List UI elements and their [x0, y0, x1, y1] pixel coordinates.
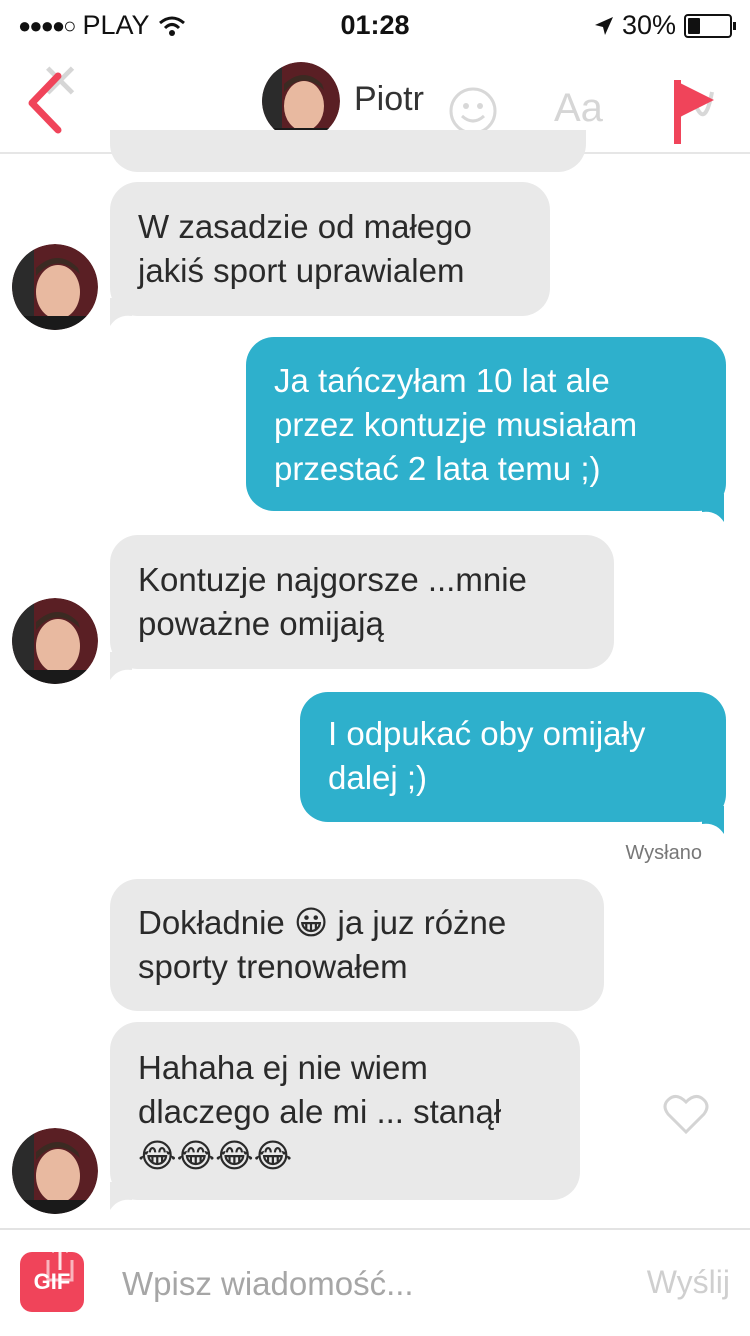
clock: 01:28	[340, 10, 410, 40]
message-text: W zasadzie od małego	[138, 208, 472, 245]
battery-percent: 30%	[621, 10, 676, 40]
message-bubble-incoming[interactable]	[110, 879, 604, 1011]
bubble-tail	[104, 652, 132, 680]
flag-icon[interactable]	[668, 74, 718, 148]
message-text: Ja tańczyłam 10 lat ale	[274, 362, 610, 399]
bubble-tail	[104, 1182, 132, 1210]
avatar[interactable]	[12, 1128, 98, 1214]
message-text: przez kontuzje musiałam	[274, 406, 638, 443]
message-text: sporty trenowałem	[138, 948, 408, 985]
bubble-tail	[104, 298, 132, 326]
message-text: 😂😂😂😂	[138, 1137, 293, 1174]
message-bubble-outgoing[interactable]	[246, 337, 726, 511]
signal-icon: ●●●●○	[18, 12, 75, 38]
avatar[interactable]	[12, 598, 98, 684]
message-bubble-outgoing[interactable]	[300, 692, 726, 822]
message-text: dalej ;)	[328, 759, 428, 796]
back-button[interactable]	[22, 68, 68, 138]
composer-bar	[0, 1228, 750, 1336]
message-bubble-partial	[110, 130, 586, 172]
carrier-label: PLAY	[82, 10, 150, 40]
avatar[interactable]	[262, 62, 340, 140]
smiley-icon	[448, 86, 498, 136]
close-icon: ✕	[40, 56, 81, 109]
bubble-tail	[702, 806, 730, 834]
avatar[interactable]	[12, 244, 98, 330]
location-arrow-icon	[594, 16, 614, 36]
message-text: przestać 2 lata temu ;)	[274, 450, 601, 487]
gif-button[interactable]: GIF	[20, 1252, 84, 1312]
match-name[interactable]: Piotr	[354, 80, 424, 118]
status-bar	[0, 0, 750, 50]
message-bubble-incoming[interactable]	[110, 535, 614, 669]
send-button[interactable]: Wyślij	[646, 1264, 730, 1300]
message-text: Dokładnie 😀 ja juz różne	[138, 904, 507, 941]
message-text: jakiś sport uprawialem	[138, 252, 465, 289]
share-icon	[44, 1240, 76, 1284]
message-text: Kontuzje najgorsze ...mnie	[138, 561, 527, 598]
message-text: dlaczego ale mi ... stanął	[138, 1093, 502, 1130]
text-style-icon: Aa	[554, 86, 603, 130]
message-text: poważne omijają	[138, 605, 384, 642]
battery-icon	[684, 14, 732, 38]
like-heart-icon[interactable]	[662, 1092, 710, 1136]
message-input[interactable]	[120, 1258, 594, 1310]
message-text: I odpukać oby omijały	[328, 715, 646, 752]
message-bubble-incoming[interactable]	[110, 182, 550, 316]
message-bubble-incoming[interactable]	[110, 1022, 580, 1200]
bubble-tail	[702, 494, 730, 522]
message-text: Hahaha ej nie wiem	[138, 1049, 428, 1086]
sent-status: Wysłano	[625, 842, 702, 864]
